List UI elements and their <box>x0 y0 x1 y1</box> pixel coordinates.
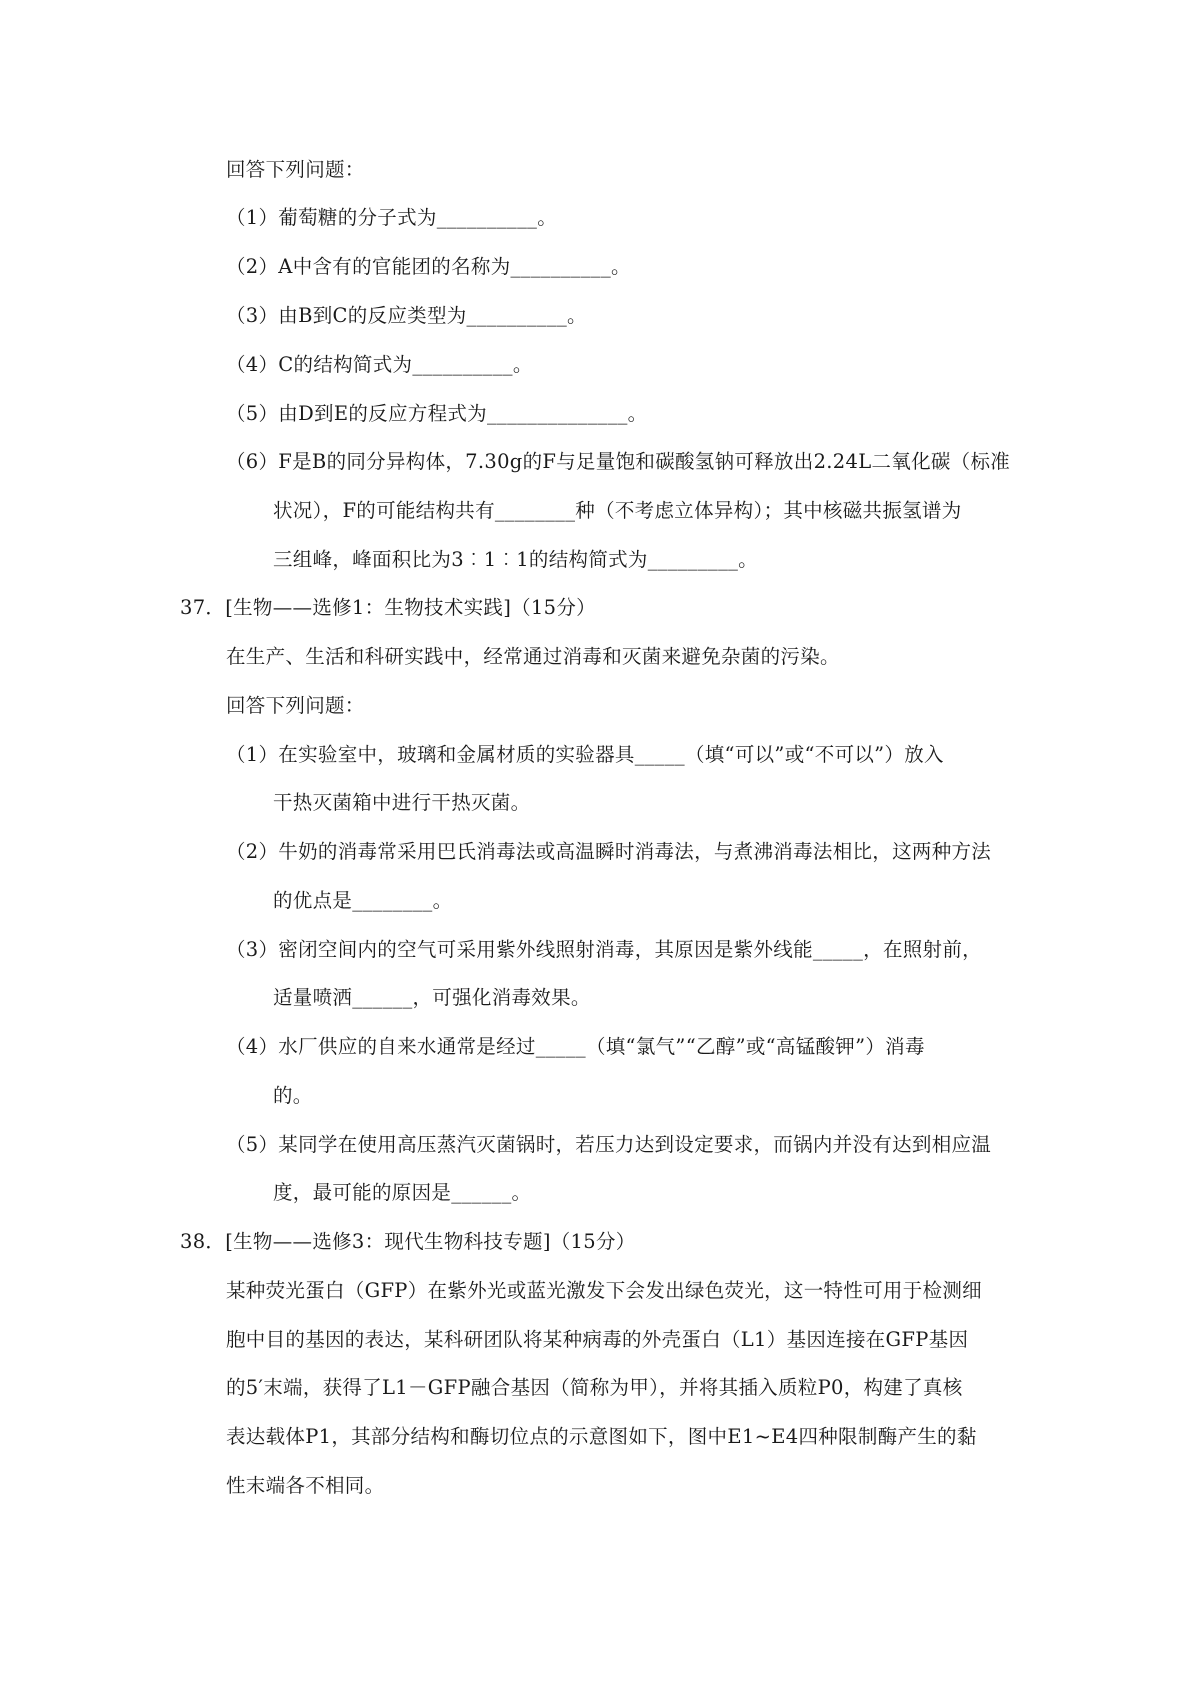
question-4: （4）C的结构简式为__________。 <box>226 353 533 376</box>
s37-question-1-line-2: 干热灭菌箱中进行干热灭菌。 <box>273 791 531 814</box>
question-1: （1）葡萄糖的分子式为__________。 <box>226 206 558 229</box>
s38-paragraph-line-5: 性末端各不相同。 <box>226 1474 385 1497</box>
s37-question-5-line-2: 度，最可能的原因是______。 <box>273 1181 532 1204</box>
section-38-heading: 38．[生物——选修3：现代生物科技专题]（15分） <box>180 1230 636 1253</box>
question-5: （5）由D到E的反应方程式为______________。 <box>226 402 648 425</box>
question-2: （2）A中含有的官能团的名称为__________。 <box>226 255 631 278</box>
s37-question-4-line-1: （4）水厂供应的自来水通常是经过_____（填“氯气”“乙醇”或“高锰酸钾”）消毒 <box>226 1035 925 1058</box>
s38-paragraph-line-2: 胞中目的基因的表达，某科研团队将某种病毒的外壳蛋白（L1）基因连接在GFP基因 <box>226 1328 969 1351</box>
s37-question-4-line-2: 的。 <box>273 1084 313 1107</box>
s38-paragraph-line-4: 表达载体P1，其部分结构和酶切位点的示意图如下，图中E1~E4四种限制酶产生的黏 <box>226 1425 977 1448</box>
question-3: （3）由B到C的反应类型为__________。 <box>226 304 587 327</box>
intro-text: 回答下列问题： <box>226 158 365 181</box>
section-37-heading: 37．[生物——选修1：生物技术实践]（15分） <box>180 596 596 619</box>
section-37-context: 在生产、生活和科研实践中，经常通过消毒和灭菌来避免杂菌的污染。 <box>226 645 840 668</box>
s37-question-2-line-2: 的优点是________。 <box>273 889 453 912</box>
s37-question-1-line-1: （1）在实验室中，玻璃和金属材质的实验器具_____（填“可以”或“不可以”）放入 <box>226 743 944 766</box>
s37-question-3-line-1: （3）密闭空间内的空气可采用紫外线照射消毒，其原因是紫外线能_____，在照射前， <box>226 938 982 961</box>
s38-paragraph-line-3: 的5′末端，获得了L1－GFP融合基因（简称为甲），并将其插入质粒P0，构建了真核 <box>226 1376 963 1399</box>
s37-question-2-line-1: （2）牛奶的消毒常采用巴氏消毒法或高温瞬时消毒法，与煮沸消毒法相比，这两种方法 <box>226 840 992 863</box>
section-37-intro: 回答下列问题： <box>226 694 365 717</box>
s37-question-3-line-2: 适量喷洒______，可强化消毒效果。 <box>273 986 591 1009</box>
question-6-line-1: （6）F是B的同分异构体，7.30g的F与足量饱和碳酸氢钠可释放出2.24L二氧化碳（标准 <box>226 450 1011 473</box>
question-6-line-3: 三组峰，峰面积比为3︰1︰1的结构简式为_________。 <box>273 548 758 571</box>
s38-paragraph-line-1: 某种荧光蛋白（GFP）在紫外光或蓝光激发下会发出绿色荧光，这一特性可用于检测细 <box>226 1279 982 1302</box>
question-6-line-2: 状况），F的可能结构共有________种（不考虑立体异构）；其中核磁共振氢谱为 <box>273 499 962 522</box>
s37-question-5-line-1: （5）某同学在使用高压蒸汽灭菌锅时，若压力达到设定要求，而锅内并没有达到相应温 <box>226 1133 992 1156</box>
